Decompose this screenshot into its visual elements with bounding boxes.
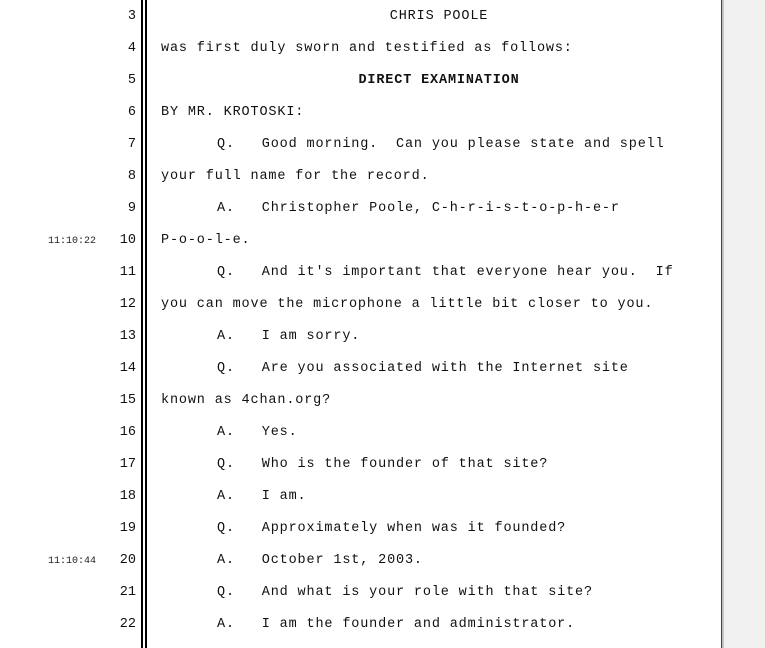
line-text: P-o-o-l-e. [161, 233, 251, 248]
transcript-line [0, 387, 724, 419]
line-text: DIRECT EXAMINATION [358, 73, 520, 88]
transcript-line [0, 35, 724, 67]
line-text: A. I am sorry. [217, 329, 361, 344]
line-number: 15 [119, 393, 136, 408]
line-number: 22 [119, 617, 136, 632]
line-number: 18 [119, 489, 136, 504]
line-text: A. Christopher Poole, C-h-r-i-s-t-o-p-h-e-r [217, 201, 620, 216]
line-text: your full name for the record. [161, 169, 430, 184]
line-number: 10 [119, 233, 136, 248]
line-text: known as 4chan.org? [161, 393, 332, 408]
transcript-line [0, 579, 724, 611]
transcript-line [0, 515, 724, 547]
line-text: A. I am the founder and administrator. [217, 617, 576, 632]
line-number: 9 [127, 201, 136, 216]
transcript-line [0, 227, 724, 259]
line-number: 3 [127, 9, 136, 24]
line-number: 20 [119, 553, 136, 568]
transcript-line [0, 195, 724, 227]
timestamp: 11:10:44 [48, 556, 97, 567]
transcript-line [0, 259, 724, 291]
transcript-line [0, 131, 724, 163]
transcript-line [0, 67, 724, 99]
transcript-line [0, 547, 724, 579]
line-number: 14 [119, 361, 136, 376]
line-text: was first duly sworn and testified as follows: [161, 41, 573, 56]
transcript-line [0, 291, 724, 323]
transcript-line [0, 611, 724, 643]
line-number: 5 [127, 73, 136, 88]
line-number: 7 [127, 137, 136, 152]
line-text: Q. Good morning. Can you please state and spell [217, 137, 665, 152]
line-number: 8 [127, 169, 136, 184]
line-text: A. I am. [217, 489, 307, 504]
timestamp: 11:10:22 [48, 236, 97, 247]
transcript-line [0, 419, 724, 451]
line-text: Q. And it's important that everyone hear you. If [217, 265, 674, 280]
line-number: 21 [119, 585, 136, 600]
line-text: BY MR. KROTOSKI: [161, 105, 305, 120]
line-number: 19 [119, 521, 136, 536]
line-number: 12 [119, 297, 136, 312]
line-number: 6 [127, 105, 136, 120]
line-number: 11 [119, 265, 136, 280]
line-text: Q. Approximately when was it founded? [217, 521, 567, 536]
line-number: 16 [119, 425, 136, 440]
line-number: 4 [127, 41, 136, 56]
transcript-line [0, 451, 724, 483]
line-text: A. Yes. [217, 425, 298, 440]
transcript-line [0, 483, 724, 515]
transcript-line [0, 99, 724, 131]
line-text: you can move the microphone a little bit closer to you. [161, 297, 654, 312]
line-text: CHRIS POOLE [389, 9, 489, 24]
line-number: 17 [119, 457, 136, 472]
transcript-line [0, 323, 724, 355]
line-text: Q. Who is the founder of that site? [217, 457, 549, 472]
line-number: 13 [119, 329, 136, 344]
line-text: Q. Are you associated with the Internet site [217, 361, 629, 376]
line-text: A. October 1st, 2003. [217, 553, 423, 568]
transcript-line [0, 3, 724, 35]
transcript-line [0, 163, 724, 195]
transcript-line [0, 355, 724, 387]
line-text: Q. And what is your role with that site? [217, 585, 593, 600]
